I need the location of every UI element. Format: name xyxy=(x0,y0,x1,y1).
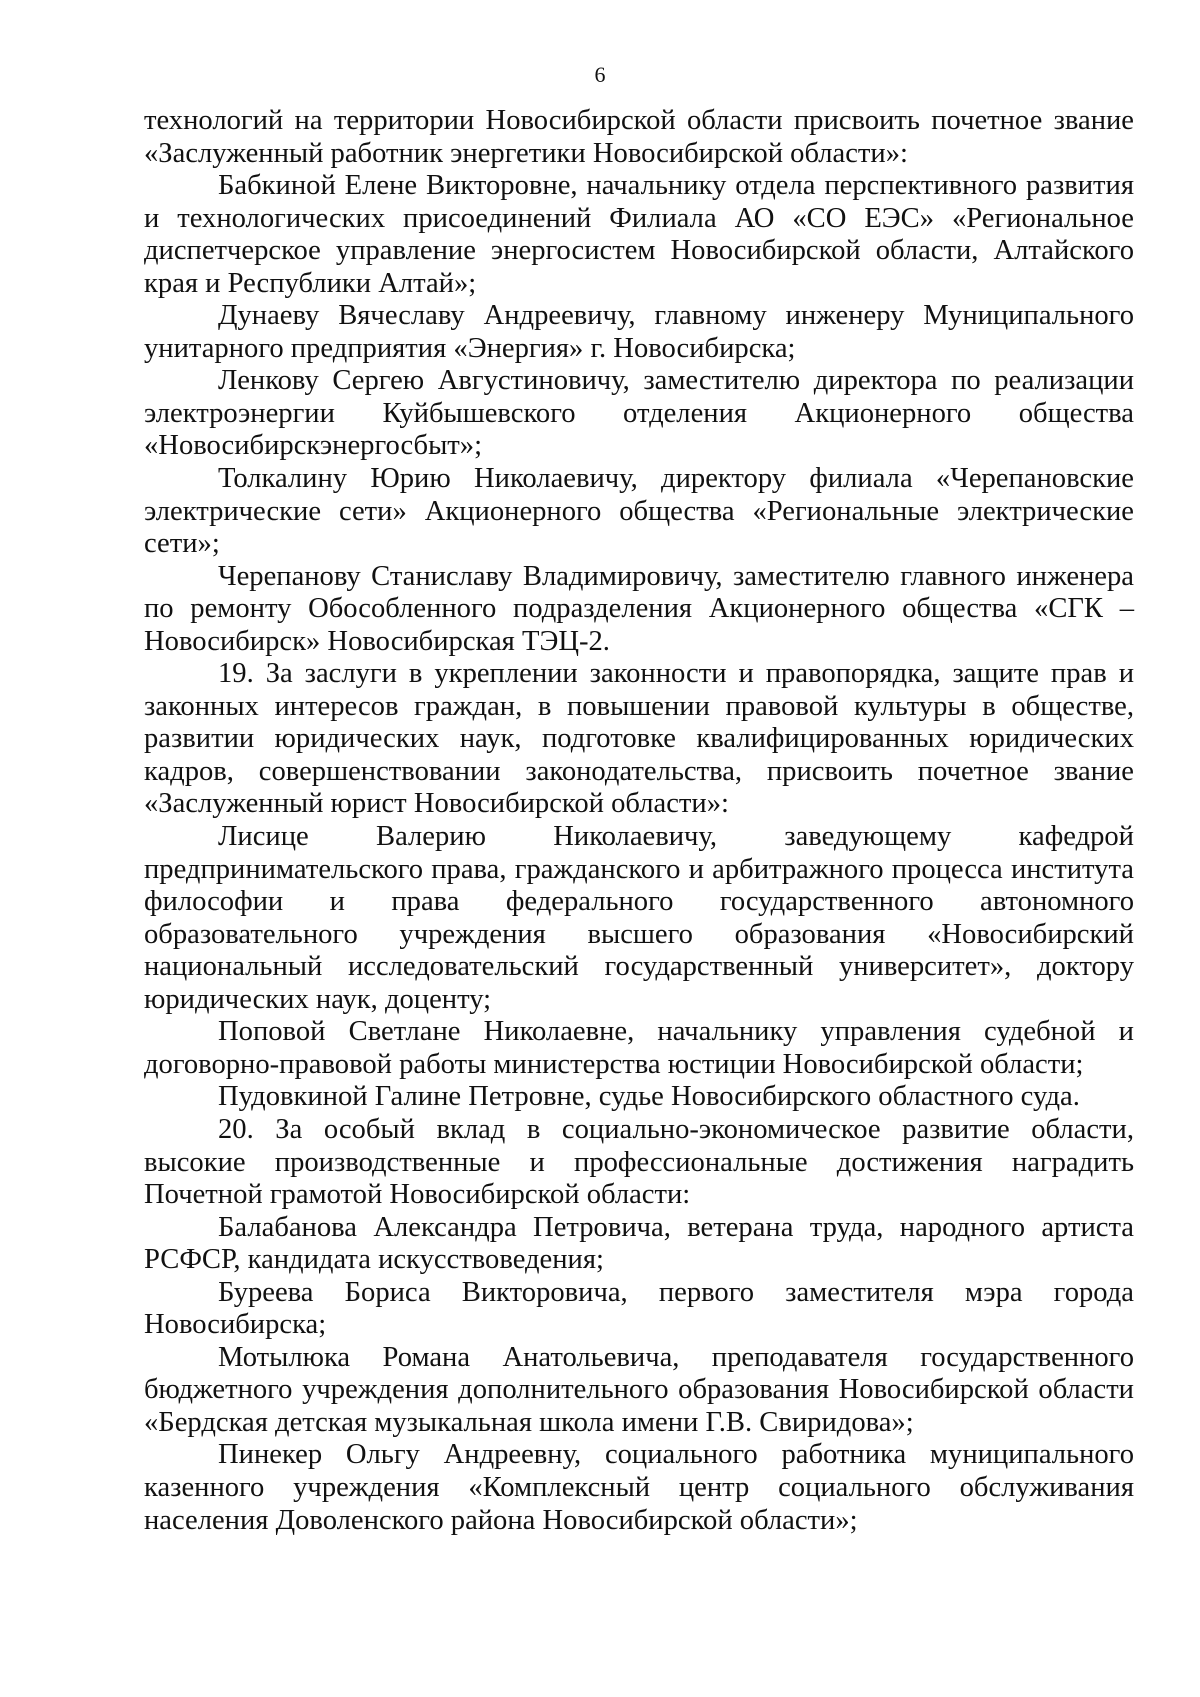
paragraph-motylyuk: Мотылюка Романа Анатольевича, преподавателя государственного бюджетного учреждения дополнительного образования Новосибирской области «Бердская детская музыкальная школа имени Г.В. Свиридова»; xyxy=(144,1341,1134,1438)
paragraph-pineker: Пинекер Ольгу Андреевну, социального работника муниципального казенного учреждения «Комплексный центр социального обслуживания населения Доволенского района Новосибирской области»; xyxy=(144,1439,1134,1536)
paragraph-continuation-energy-title: технологий на территории Новосибирской области присвоить почетное звание «Заслуженный работник энергетики Новосибирской области»: xyxy=(144,105,1134,169)
paragraph-pudovkina: Пудовкиной Галине Петровне, судье Новосибирского областного суда. xyxy=(218,1081,1080,1113)
document-body xyxy=(144,105,1134,1537)
paragraph-tolkalin: Толкалину Юрию Николаевичу, директору филиала «Черепановские электрические сети» Акционерного общества «Региональные электрические сети»; xyxy=(144,463,1134,560)
paragraph-babkina: Бабкиной Елене Викторовне, начальнику отдела перспективного развития и технологических присоединений Филиала АО «СО ЕЭС» «Региональное диспетчерское управление энергосистем Новосибирской области, Алтайского края и Республики Алтай»; xyxy=(144,170,1134,299)
paragraph-lisitsa: Лисице Валерию Николаевичу, заведующему кафедрой предпринимательского права, гражданского и арбитражного процесса института философии и права федерального государственного автономного образовательного учреждения высшего образования «Новосибирский национальный исследовательский государственный университет», доктору юридических наук, доценту; xyxy=(144,821,1134,1015)
paragraph-dunaev: Дунаеву Вячеславу Андреевичу, главному инженеру Муниципального унитарного предприятия «Энергия» г. Новосибирска; xyxy=(144,300,1134,364)
paragraph-balabanov: Балабанова Александра Петровича, ветерана труда, народного артиста РСФСР, кандидата искусствоведения; xyxy=(144,1211,1134,1276)
paragraph-lenkov: Ленкову Сергею Августиновичу, заместителю директора по реализации электроэнергии Куйбышевского отделения Акционерного общества «Новосибирскэнергосбыт»; xyxy=(144,365,1134,462)
page-number: 6 xyxy=(594,62,606,87)
paragraph-popova: Поповой Светлане Николаевне, начальнику управления судебной и договорно-правовой работы министерства юстиции Новосибирской области; xyxy=(144,1016,1134,1080)
paragraph-cherepanov: Черепанову Станиславу Владимировичу, заместителю главного инженера по ремонту Обособленного подразделения Акционерного общества «СГК – Новосибирск» Новосибирская ТЭЦ-2. xyxy=(144,560,1134,657)
paragraph-item-20: 20. За особый вклад в социально-экономическое развитие области, высокие производственные и профессиональные достижения наградить Почетной грамотой Новосибирской области: xyxy=(144,1113,1134,1211)
paragraph-bureev: Буреева Бориса Викторовича, первого заместителя мэра города Новосибирска; xyxy=(144,1276,1134,1341)
paragraph-item-19: 19. За заслуги в укреплении законности и правопорядка, защите прав и законных интересов граждан, в повышении правовой культуры в обществе, развитии юридических наук, подготовке квалифицированных юридических кадров, совершенствовании законодательства, присвоить почетное звание «Заслуженный юрист Новосибирской области»: xyxy=(144,658,1134,820)
